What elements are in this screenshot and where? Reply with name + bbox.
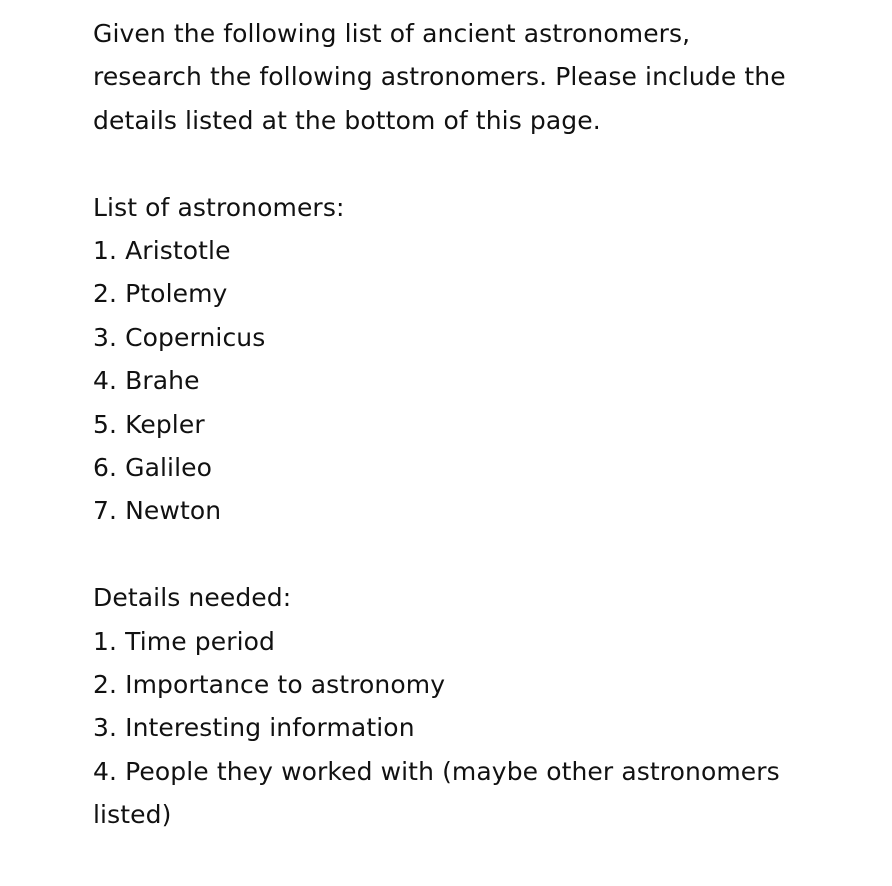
list-item-text: Galileo (125, 453, 213, 483)
list-item-number: 3. (93, 713, 118, 743)
list-item-text: People they worked with (maybe other astronomers listed) (93, 756, 780, 830)
list-item (93, 359, 853, 402)
spacer (93, 142, 853, 185)
list-item (93, 446, 853, 489)
list-item-number: 7. (93, 496, 118, 526)
list-item-text: Newton (125, 496, 222, 526)
list-item (93, 620, 853, 663)
list-item (93, 489, 853, 532)
list-item-text: Copernicus (125, 322, 266, 352)
list-item (93, 706, 853, 749)
list-item-number: 1. (93, 626, 118, 656)
details-list (93, 620, 853, 837)
intro-line-2: research the following astronomers. Please include the (93, 62, 786, 92)
astronomers-heading: List of astronomers: (93, 192, 345, 222)
list-item (93, 750, 793, 837)
list-item (93, 663, 853, 706)
assignment-text (93, 12, 853, 837)
list-item (93, 316, 853, 359)
list-item-number: 5. (93, 409, 118, 439)
list-item (93, 272, 853, 315)
intro-line-3: details listed at the bottom of this page. (93, 105, 601, 135)
list-item-number: 4. (93, 756, 118, 786)
list-item-number: 3. (93, 322, 118, 352)
astronomers-list (93, 229, 853, 533)
list-item-text: Aristotle (125, 236, 231, 266)
list-item-text: Importance to astronomy (125, 670, 446, 700)
list-item-number: 2. (93, 279, 118, 309)
list-item-number: 1. (93, 236, 118, 266)
intro-line-1: Given the following list of ancient astronomers, (93, 19, 691, 48)
list-item-number: 6. (93, 453, 118, 483)
list-item-text: Ptolemy (125, 279, 228, 309)
list-item-text: Interesting information (125, 713, 415, 743)
list-item-number: 4. (93, 366, 118, 396)
details-heading: Details needed: (93, 583, 292, 613)
list-item-text: Time period (125, 626, 275, 656)
spacer (93, 533, 853, 576)
list-item (93, 403, 853, 446)
list-item-number: 2. (93, 670, 118, 700)
list-item-text: Brahe (125, 366, 200, 396)
list-item (93, 229, 853, 272)
list-item-text: Kepler (125, 409, 205, 439)
